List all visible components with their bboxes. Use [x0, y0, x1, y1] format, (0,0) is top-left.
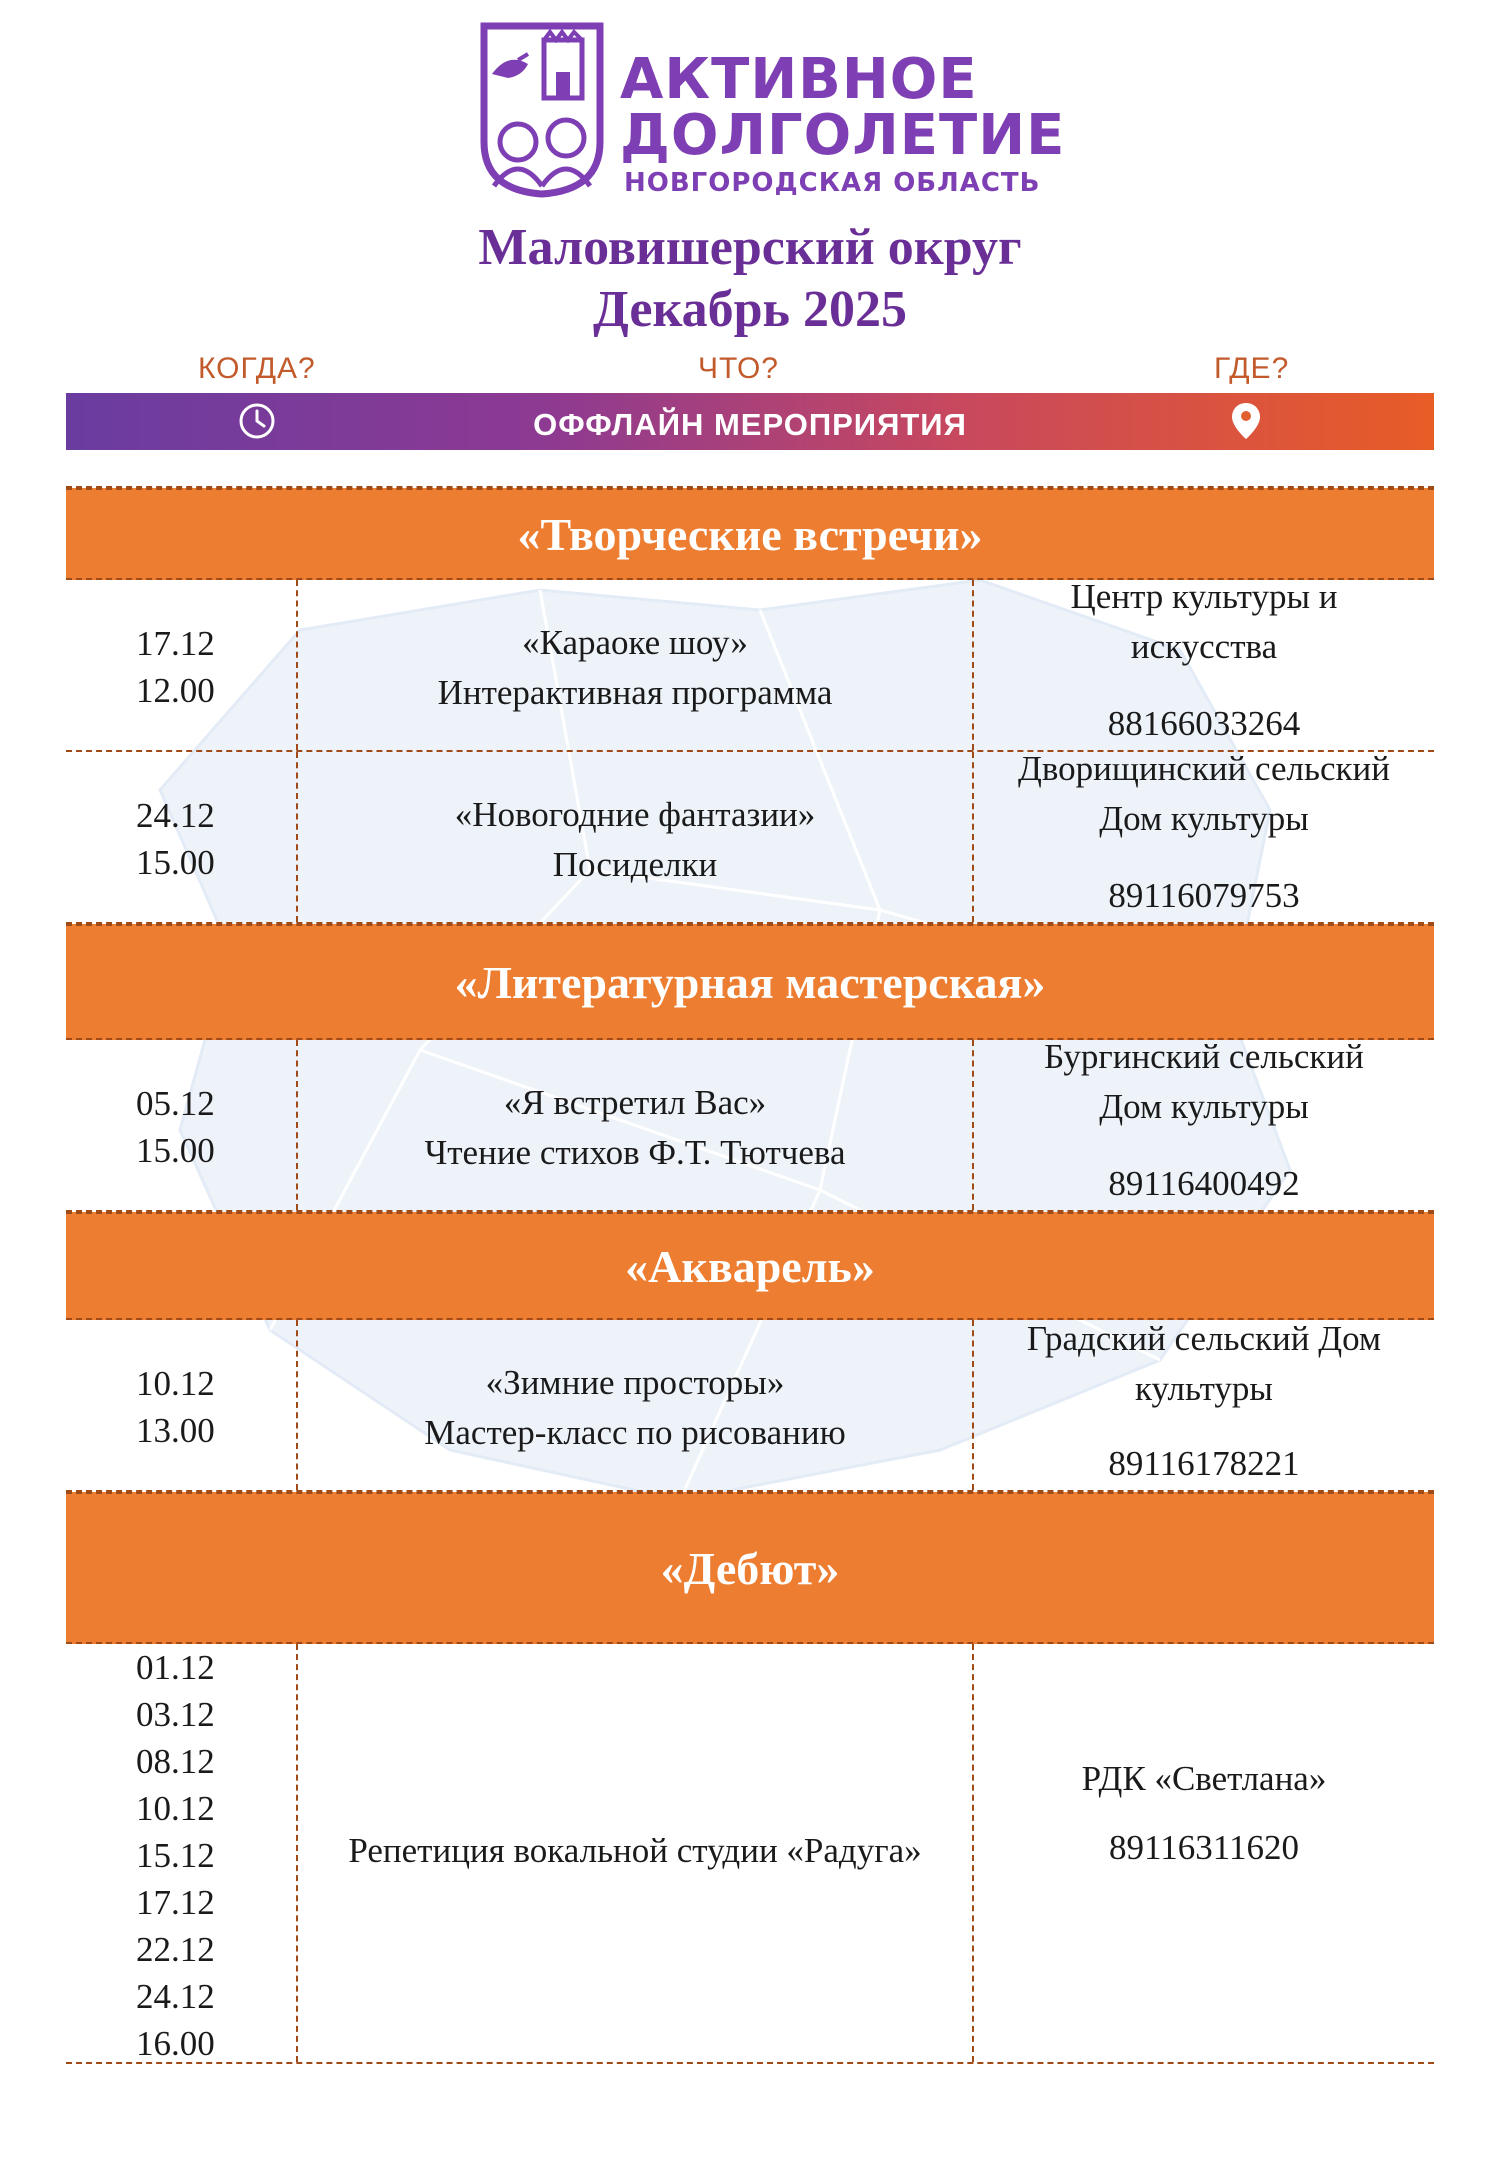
- event-type: Интерактивная программа: [437, 673, 833, 712]
- event-name: «Караоке шоу»: [522, 623, 748, 662]
- event-date: 24.12: [136, 796, 215, 835]
- section-header-debut: «Дебют»: [66, 1492, 1434, 1644]
- column-label-where: ГДЕ?: [1214, 352, 1290, 385]
- event-place-line1: РДК «Светлана»: [1081, 1759, 1327, 1798]
- event-time: 12.00: [136, 671, 215, 710]
- event-date: 03.12: [136, 1695, 215, 1734]
- event-what: [298, 1078, 972, 1178]
- event-place-line1: Дворищинский сельский: [1018, 749, 1390, 788]
- event-row: [66, 1644, 1434, 2064]
- event-date: 17.12: [136, 1883, 215, 1922]
- event-place-line2: Дом культуры: [1099, 1087, 1309, 1126]
- logo: [478, 22, 1066, 202]
- event-time: 15.00: [136, 843, 215, 882]
- event-phone: 89116400492: [1108, 1164, 1300, 1203]
- event-place: [974, 572, 1434, 672]
- column-label-what: ЧТО?: [698, 352, 779, 385]
- section-header-creative-meetings: «Творческие встречи»: [66, 488, 1434, 580]
- event-type: Мастер-класс по рисованию: [424, 1413, 846, 1452]
- event-name: Репетиция вокальной студии «Радуга»: [348, 1831, 922, 1870]
- event-phone: 89116311620: [1109, 1828, 1299, 1867]
- event-place-line2: культуры: [1135, 1369, 1273, 1408]
- event-what: [298, 1358, 972, 1458]
- section-header-literary-workshop: «Литературная мастерская»: [66, 924, 1434, 1040]
- event-when: [136, 1360, 215, 1454]
- event-when: [136, 792, 215, 886]
- event-row: [66, 1037, 1434, 1212]
- event-place: [974, 744, 1434, 844]
- offline-events-banner: [66, 393, 1434, 450]
- event-name: «Новогодние фантазии»: [454, 795, 816, 834]
- event-date: 24.12: [136, 1977, 215, 2016]
- event-place-line2: искусства: [1130, 627, 1278, 666]
- event-date: 10.12: [136, 1789, 215, 1828]
- event-date: 22.12: [136, 1930, 215, 1969]
- event-place: [974, 1754, 1434, 1804]
- event-when: [136, 1644, 215, 2067]
- event-phone: 88166033264: [1107, 704, 1301, 743]
- event-date: 01.12: [136, 1648, 215, 1687]
- event-when: [136, 620, 215, 714]
- month-title: Декабрь 2025: [592, 281, 908, 338]
- section-header-watercolor: «Акварель»: [66, 1212, 1434, 1320]
- event-type: Чтение стихов Ф.Т. Тютчева: [424, 1133, 846, 1172]
- event-date: 15.12: [136, 1836, 215, 1875]
- logo-subtitle: НОВГОРОДСКАЯ ОБЛАСТЬ: [624, 168, 1041, 198]
- event-name: «Зимние просторы»: [485, 1363, 785, 1402]
- event-what: [298, 790, 972, 890]
- event-row: [66, 1320, 1434, 1492]
- event-time: 16.00: [136, 2024, 215, 2063]
- event-phone: 89116079753: [1108, 876, 1300, 915]
- event-time: 15.00: [136, 1131, 215, 1170]
- event-time: 13.00: [136, 1411, 215, 1450]
- event-type: Посиделки: [552, 845, 718, 884]
- event-date: 05.12: [136, 1084, 215, 1123]
- event-row: [66, 577, 1434, 752]
- event-place-line2: Дом культуры: [1099, 799, 1309, 838]
- event-row: [66, 749, 1434, 924]
- banner-label: ОФФЛАЙН МЕРОПРИЯТИЯ: [533, 407, 967, 442]
- location-pin-icon: [1230, 401, 1262, 441]
- logo-title-line2: ДОЛГОЛЕТИЕ: [620, 103, 1066, 168]
- event-what: [298, 618, 972, 718]
- event-place-line1: Градский сельский Дом: [1026, 1319, 1382, 1358]
- event-phone: 89116178221: [1108, 1444, 1300, 1483]
- event-place-line1: Центр культуры и: [1070, 577, 1338, 616]
- event-what: [298, 1826, 972, 1876]
- event-place: [974, 1314, 1434, 1414]
- event-when: [136, 1080, 215, 1174]
- event-date: 10.12: [136, 1364, 215, 1403]
- event-name: «Я встретил Вас»: [503, 1083, 767, 1122]
- column-label-when: КОГДА?: [198, 352, 316, 385]
- event-place: [974, 1032, 1434, 1132]
- logo-emblem-icon: [478, 22, 606, 198]
- event-place-line1: Бургинский сельский: [1044, 1037, 1364, 1076]
- event-date: 08.12: [136, 1742, 215, 1781]
- logo-title-line1: АКТИВНОЕ: [620, 47, 978, 112]
- district-title: Маловишерский округ: [478, 219, 1022, 276]
- event-date: 17.12: [136, 624, 215, 663]
